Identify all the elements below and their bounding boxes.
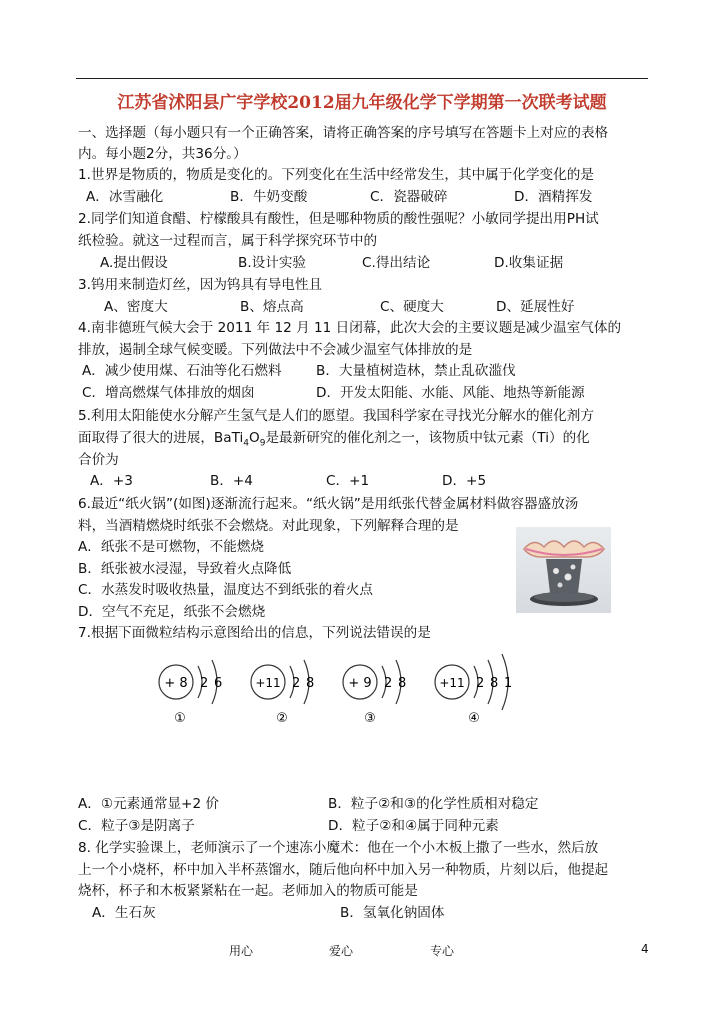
footer-text-3: 专心 — [430, 944, 455, 958]
formula-subscript-o: 9 — [259, 438, 266, 449]
particle-1 — [159, 660, 222, 726]
option-b: B．牛奶变酸 — [230, 189, 308, 205]
particle-4-shell-2: 8 — [490, 676, 499, 691]
paper-hotpot-image — [516, 527, 611, 613]
option-a: A．冰雪融化 — [86, 189, 164, 205]
particle-2-shell-1: 2 — [292, 676, 301, 691]
option-a: A．减少使用煤、石油等化石燃料 — [82, 363, 282, 379]
option-c: C．+1 — [326, 473, 370, 489]
section-instructions: 一、选择题（每小题只有一个正确答案，请将正确答案的序号填写在答题卡上对应的表格 — [78, 125, 609, 141]
question-5-stem-formula — [78, 428, 590, 455]
question-3-stem: 3.钨用来制造灯丝，因为钨具有导电性且 — [78, 277, 323, 293]
particle-4-nucleus: +11 — [439, 676, 465, 690]
option-d: D．酒精挥发 — [514, 189, 593, 205]
question-8-stem-end: 烧杯，杯子和木板紧紧粘在一起。老师加入的物质可能是 — [78, 883, 418, 899]
formula-text-o: O — [249, 430, 260, 446]
question-7-options-row2 — [78, 816, 638, 837]
particle-2 — [251, 660, 314, 726]
option-c: C．瓷器破碎 — [370, 189, 448, 205]
question-8-stem-cont: 上一个小烧杯，杯中加入半杯蒸馏水，随后他向杯中加入另一种物质，片刻以后，他提起 — [78, 862, 609, 878]
question-4-stem-cont: 排放，遏制全球气候变暖。下列做法中不会减少温室气体排放的是 — [78, 342, 473, 358]
particle-1-shell-2: 6 — [214, 676, 223, 691]
particle-3-nucleus: + 9 — [348, 676, 372, 691]
option-d: D、延展性好 — [496, 299, 575, 315]
option-c: C．粒子③是阴离子 — [78, 818, 195, 834]
question-7-options-row1 — [78, 794, 638, 815]
question-4-stem: 4.南非德班气候大会于 2011 年 12 月 11 日闭幕，此次大会的主要议题是减少温室气体的 — [78, 320, 622, 336]
option-b: B.设计实验 — [238, 255, 307, 271]
option-b: B．+4 — [210, 473, 253, 489]
particle-4-shell-3: 1 — [504, 676, 513, 691]
particle-3-shell-2: 8 — [398, 676, 407, 691]
question-5-stem-end: 合价为 — [78, 452, 119, 468]
option-c: C．增高燃煤气体排放的烟囱 — [82, 385, 255, 401]
option-d: D．粒子②和④属于同种元素 — [328, 818, 499, 834]
particle-3-label: ③ — [364, 711, 376, 726]
particle-4-shell-1: 2 — [476, 676, 485, 691]
question-4-options-row1 — [78, 361, 638, 382]
option-a: A．生石灰 — [92, 905, 156, 921]
page-title: 江苏省沭阳县广宇学校2012届九年级化学下学期第一次联考试题 — [117, 93, 607, 113]
paper-hotpot-photo — [516, 527, 611, 613]
page-number: 4 — [641, 942, 649, 956]
particle-4 — [435, 654, 512, 726]
option-b: B．大量植树造林，禁止乱砍滥伐 — [316, 363, 516, 379]
particle-1-label: ① — [174, 711, 186, 726]
question-6-option-c: C．水蒸发时吸收热量，温度达不到纸张的着火点 — [78, 582, 373, 598]
formula-text-post: 是最新研究的催化剂之一，该物质中钛元素（Ti）的化 — [265, 430, 590, 446]
option-a: A．+3 — [90, 473, 133, 489]
question-5-stem: 5.利用太阳能使水分解产生氢气是人们的愿望。我国科学家在寻找光分解水的催化剂方 — [78, 408, 594, 424]
question-7-stem: 7.根据下面微粒结构示意图给出的信息，下列说法错误的是 — [78, 625, 431, 641]
option-b: B．粒子②和③的化学性质相对稳定 — [328, 796, 539, 812]
option-d: D．+5 — [442, 473, 487, 489]
option-d: D．开发太阳能、水能、风能、地热等新能源 — [316, 385, 585, 401]
question-3-options — [78, 297, 638, 318]
question-2-options — [78, 253, 638, 274]
option-a: A、密度大 — [104, 299, 168, 315]
option-b: B、熔点高 — [240, 299, 304, 315]
question-1-options — [78, 187, 638, 208]
particle-3-shell-1: 2 — [384, 676, 393, 691]
question-6-option-a: A．纸张不是可燃物，不能燃烧 — [78, 539, 265, 555]
question-8-options — [78, 903, 638, 924]
footer-text-1: 用心 — [229, 944, 254, 958]
particle-2-label: ② — [276, 711, 288, 726]
option-c: C.得出结论 — [362, 255, 431, 271]
question-2-stem-cont: 纸检验。就这一过程而言，属于科学探究环节中的 — [78, 233, 378, 249]
particle-2-shell-2: 8 — [306, 676, 315, 691]
option-d: D.收集证据 — [494, 255, 564, 271]
particle-1-nucleus: + 8 — [164, 676, 188, 691]
question-1-stem: 1.世界是物质的，物质是变化的。下列变化在生活中经常发生，其中属于化学变化的是 — [78, 167, 594, 183]
header-rule — [76, 78, 648, 79]
option-b: B．氢氧化钠固体 — [340, 905, 445, 921]
question-8-stem: 8. 化学实验课上，老师演示了一个速冻小魔术：他在一个小木板上撒了一些水，然后放 — [78, 840, 599, 856]
question-5-options — [78, 471, 638, 492]
particle-4-label: ④ — [468, 711, 480, 726]
option-c: C、硬度大 — [380, 299, 444, 315]
particle-structure-diagram — [150, 646, 530, 726]
question-4-options-row2 — [78, 383, 638, 404]
question-6-stem: 6.最近“纸火锅”(如图)逐渐流行起来。“纸火锅”是用纸张代替金属材料做容器盛放汤 — [78, 496, 579, 512]
particle-1-shell-1: 2 — [200, 676, 209, 691]
option-a: A.提出假设 — [100, 255, 168, 271]
section-instructions-cont: 内。每小题2分，共36分。） — [78, 146, 247, 162]
particle-3 — [343, 660, 406, 726]
particle-2-nucleus: +11 — [255, 676, 281, 690]
formula-subscript-ti: 4 — [243, 438, 249, 449]
question-6-option-b: B．纸张被水浸湿，导致着火点降低 — [78, 561, 292, 577]
option-a: A．①元素通常显+2 价 — [78, 796, 220, 812]
question-2-stem: 2.同学们知道食醋、柠檬酸具有酸性，但是哪种物质的酸性强呢？小敏同学提出用PH试 — [78, 211, 599, 227]
footer-text-2: 爱心 — [329, 944, 354, 958]
formula-text-pre: 面取得了很大的进展，BaTi — [78, 430, 244, 446]
question-6-option-d: D．空气不充足，纸张不会燃烧 — [78, 604, 266, 620]
question-6-stem-cont: 料，当酒精燃烧时纸张不会燃烧。对此现象，下列解释合理的是 — [78, 518, 459, 534]
